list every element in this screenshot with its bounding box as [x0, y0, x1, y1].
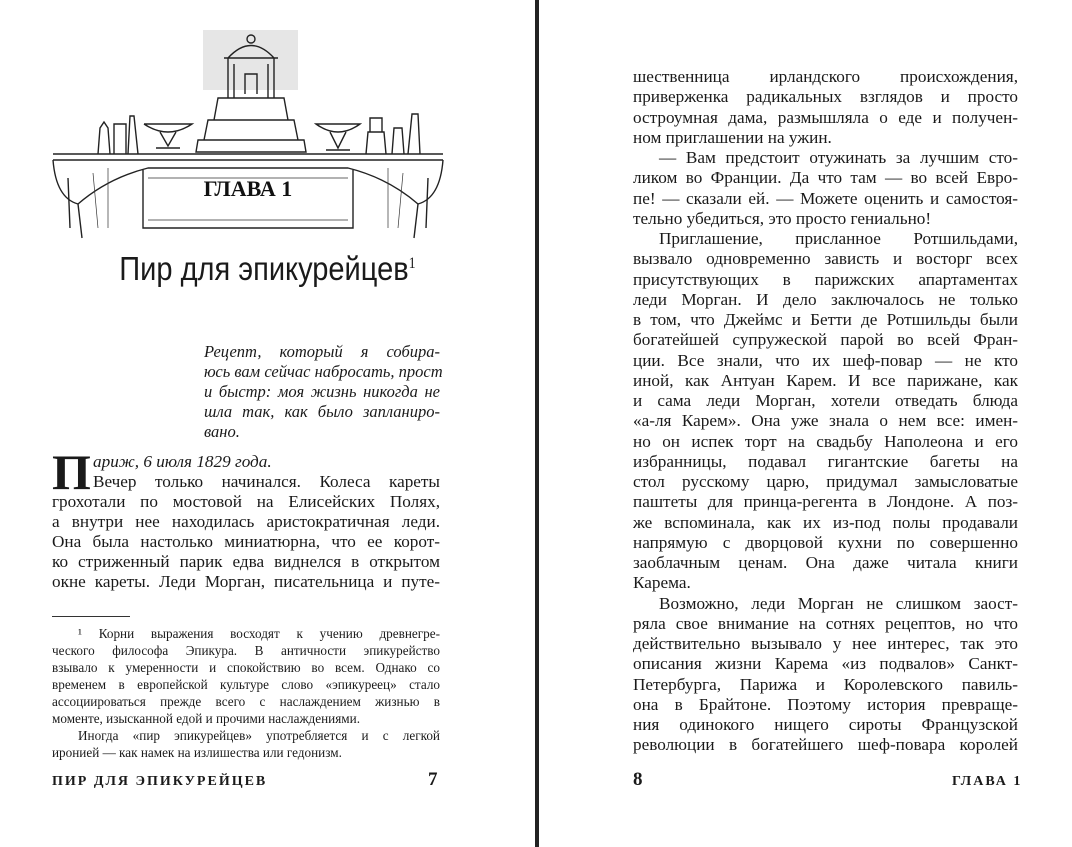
body-line: приверженка радикальных взглядов и просто: [633, 87, 1018, 107]
body-line: действительно вызывало у нее интерес, так это: [633, 634, 1018, 653]
body-line: но он испек торт на свадьбу Наполеона и его: [633, 431, 1018, 451]
footnote-line: ¹ Корни выражения восходят к учению древнегре-: [78, 626, 440, 641]
body-line: окне кареты. Леди Морган, писательница и путе-: [52, 572, 440, 591]
body-line: грохотали по мостовой на Елисейских Полях,: [52, 492, 440, 511]
epigraph-line: вано.: [204, 422, 240, 441]
epigraph-line: юсь вам сейчас набросать, прост: [204, 362, 443, 381]
body-line: ликом во Франции. Да что там — во всей Евро-: [633, 168, 1018, 188]
body-line: ции. Все знали, что их шеф-повар — не кто: [633, 350, 1018, 370]
body-line: ко стриженный парик едва виднелся в открытом: [52, 552, 440, 571]
epigraph-line: и быстр: моя жизнь никогда не: [204, 382, 440, 401]
page-number-right: 8: [633, 769, 643, 790]
footnote-line: ассоциироваться прежде всего с наслаждением жизнью в: [52, 694, 440, 709]
body-line: Вечер только начинался. Колеса кареты: [93, 472, 440, 491]
body-line: стол русскому царю, придумал замысловатые: [633, 472, 1018, 491]
body-line: в том, что Джеймс и Бетти де Ротшильды были: [633, 310, 1018, 329]
body-line: пе! — сказали ей. — Можете оценить и самостоя-: [633, 188, 1018, 208]
footnote-line: временем в европейской культуре слово «эпикуреец» стало: [52, 677, 440, 692]
footnote-line: Иногда «пир эпикурейцев» употребляется и с легкой: [78, 728, 440, 743]
epigraph: [204, 342, 443, 442]
body-line: же вспоминала, как их из-под полы продавали: [633, 512, 1018, 532]
drop-cap: П: [52, 444, 91, 500]
chapter-header-illustration: [48, 28, 448, 240]
body-line: шественница ирландского происхождения,: [633, 67, 1018, 86]
footnote-line: взывало к умеренности и спокойствию во всем. Однако со: [52, 660, 440, 675]
body-line: леди Морган. И дело заключалось не только: [633, 289, 1018, 309]
body-line: Она была настолько миниатюрна, что ее корот-: [52, 532, 440, 551]
running-head-right: ГЛАВА 1: [952, 774, 1023, 789]
body-line: остроумная дама, размышляла о еде и получен-: [633, 107, 1018, 127]
dateline: ариж, 6 июля 1829 года.: [93, 452, 272, 471]
body-line: тельно убедиться, это просто гениально!: [633, 208, 932, 228]
body-line: избранницы, подавал гигантские багеты на: [633, 451, 1018, 471]
body-line: Возможно, леди Морган не слишком заост-: [659, 593, 1018, 613]
body-line: Карема.: [633, 573, 691, 593]
body-line: присутствующих в парижских апартаментах: [633, 269, 1018, 289]
body-line: «а-ля Карем». Она уже знала о нем все: имен-: [633, 411, 1018, 431]
footnote-line: моменте, изысканной едой и прочими наслаждениями.: [52, 711, 360, 726]
body-line: ряла свое внимание на сотнях рецептов, но что: [633, 613, 1018, 633]
body-line: ния одинокого нищего сироты Французской: [633, 715, 1018, 734]
body-line: вызвало одновременно зависть и восторг всех: [633, 249, 1018, 269]
footnote-mark[interactable]: 1: [408, 255, 416, 272]
footnote-rule: [52, 616, 130, 617]
running-head-left: ПИР ДЛЯ ЭПИКУРЕЙЦЕВ: [52, 774, 268, 789]
body-line: революции в богатейшего шеф-повара королей: [633, 735, 1018, 755]
epigraph-line: Рецепт, который я собира-: [204, 342, 440, 361]
body-line: описания жизни Карема «из подвалов» Санкт-: [633, 654, 1018, 674]
epigraph-line: шла так, как было запланиро-: [204, 402, 440, 421]
page-gutter: [535, 0, 539, 847]
body-line: ном приглашении на ужин.: [633, 127, 832, 147]
footnote-line: ческого философа Эпикура. В античности эпикурейство: [52, 643, 440, 658]
body-line: паштеты для принца-регента в Лондоне. А поз-: [633, 492, 1018, 512]
body-line: иной, как Антуан Карем. И все парижане, как: [633, 370, 1018, 390]
chapter-title: [32, 250, 503, 288]
body-line: напрямую с дворцовой кухни по совершенно: [633, 532, 1018, 552]
body-line: и сама леди Морган, хотели отведать блюда: [633, 391, 1018, 410]
body-line: она в Брайтоне. Поэтому история превраще-: [633, 694, 1018, 714]
chapter-title-text: Пир для эпикурейцев: [119, 250, 409, 287]
body-line: богатейшей супружеской парой во всей Фран-: [633, 330, 1018, 350]
body-line: а внутри нее находилась аристократичная леди.: [52, 512, 440, 531]
chapter-banner: ГЛАВА 1: [203, 176, 293, 201]
page-number-left: 7: [428, 769, 438, 790]
body-line: заоблачным ценам. Она даже читала книги: [633, 553, 1018, 572]
body-line: — Вам предстоит отужинать за лучшим сто-: [659, 148, 1018, 167]
body-line: Приглашение, присланное Ротшильдами,: [659, 229, 1018, 248]
body-line: Петербурга, Парижа и Королевского павиль-: [633, 674, 1018, 694]
footnote-line: иронией — как намек на излишества или гедонизм.: [52, 745, 342, 760]
